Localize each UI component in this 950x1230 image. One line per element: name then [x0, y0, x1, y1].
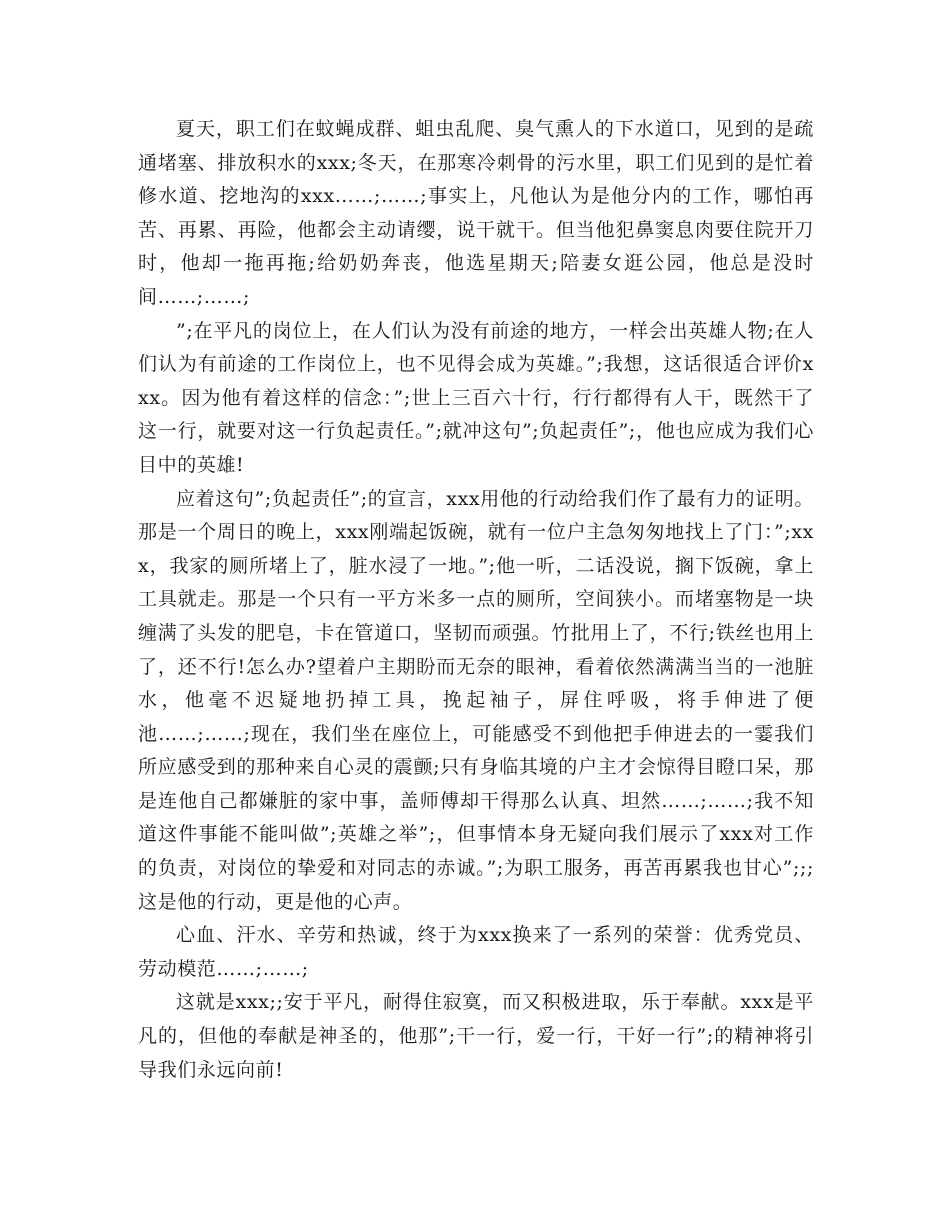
- paragraph-summer-winter: 夏天，职工们在蚊蝇成群、蛆虫乱爬、臭气熏人的下水道口，见到的是疏通堵塞、排放积水的xxx;冬天，在那寒冷刺骨的污水里，职工们见到的是忙着修水道、挖地沟的xxx……;……;事实上，凡他认为是他分内的工作，哪怕再苦、再累、再险，他都会主动请缨，说干就干。但当他犯鼻窦息肉要住院开刀时，他却一拖再拖;给奶奶奔丧，他选星期天;陪妻女逛公园，他总是没时间……;……;: [138, 118, 814, 308]
- document-body: [138, 113, 814, 1087]
- paragraph-honors: 心血、汗水、辛劳和热诚，终于为xxx换来了一系列的荣誉：优秀党员、劳动模范……;……;: [138, 924, 814, 980]
- paragraph-conclusion: 这就是xxx;;安于平凡，耐得住寂寞，而又积极进取，乐于奉献。xxx是平凡的，但他的奉献是神圣的，他那”;干一行，爱一行，干好一行”;的精神将引导我们永远向前!: [138, 991, 814, 1081]
- paragraph-hero-belief: ”;在平凡的岗位上，在人们认为没有前途的地方，一样会出英雄人物;在人们认为有前途的工作岗位上，也不见得会成为英雄。”;我想，这话很适合评价xxx。因为他有着这样的信念：”;世上三百六十行，行行都得有人干，既然干了这一行，就要对这一行负起责任。”;就冲这句”;负起责任”;，他也应成为我们心目中的英雄!: [138, 319, 814, 476]
- paragraph-toilet-story: 应着这句”;负起责任”;的宣言，xxx用他的行动给我们作了最有力的证明。那是一个周日的晚上，xxx刚端起饭碗，就有一位户主急匆匆地找上了门：”;xxx，我家的厕所堵上了，脏水浸了一地。”;他一听，二话没说，搁下饭碗，拿上工具就走。那是一个只有一平方米多一点的厕所，空间狭小。而堵塞物是一块缠满了头发的肥皂，卡在管道口，坚韧而顽强。竹批用上了，不行;铁丝也用上了，还不行!怎么办?望着户主期盼而无奈的眼神，看着依然满满当当的一池脏水，他毫不迟疑地扔掉工具，挽起袖子，屏住呼吸，将手伸进了便池……;……;现在，我们坐在座位上，可能感受不到他把手伸进去的一霎我们所应感受到的那种来自心灵的震颤;只有身临其境的户主才会惊得目瞪口呆，那是连他自己都嫌脏的家中事，盖师傅却干得那么认真、坦然……;……;我不知道这件事能不能叫做”;英雄之举”;，但事情本身无疑向我们展示了xxx对工作的负责，对岗位的挚爱和对同志的赤诚。”;为职工服务，再苦再累我也甘心”;;;这是他的行动，更是他的心声。: [138, 487, 814, 913]
